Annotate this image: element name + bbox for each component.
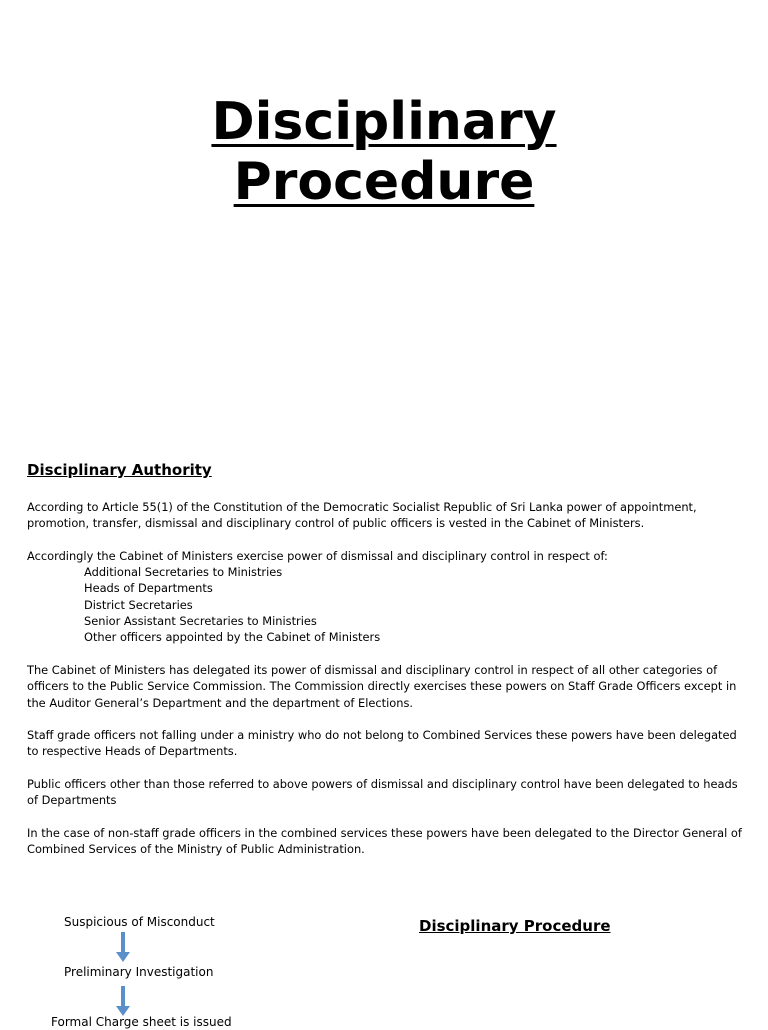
- officer-list: [27, 564, 749, 645]
- arrow-shaft: [121, 986, 125, 1008]
- flow-step-charge-sheet: Formal Charge sheet is issued: [51, 1015, 232, 1029]
- paragraph-staff-grade: Staff grade officers not falling under a ministry who do not belong to Combined Services these powers have been delegated to respective Heads of Departments.: [27, 728, 737, 759]
- list-item: District Secretaries: [84, 597, 193, 612]
- list-item: Other officers appointed by the Cabinet of Ministers: [84, 630, 381, 645]
- title-line-2: Procedure: [233, 152, 535, 212]
- paragraph-cabinet-intro: Accordingly the Cabinet of Ministers exercise power of dismissal and disciplinary control in respect of:: [27, 548, 608, 563]
- document-body: [27, 459, 749, 874]
- list-item: Senior Assistant Secretaries to Ministries: [84, 614, 317, 629]
- down-arrow-icon: [116, 986, 130, 1016]
- list-item: Heads of Departments: [84, 581, 213, 596]
- title-line-1: Disciplinary: [211, 92, 557, 152]
- procedure-heading: Disciplinary Procedure: [419, 917, 611, 935]
- paragraph-public-officers: Public officers other than those referred to above powers of dismissal and disciplinary control have been delegated to heads of Departments: [27, 777, 738, 808]
- arrow-shaft: [121, 932, 125, 954]
- flow-step-suspicion: Suspicious of Misconduct: [64, 915, 215, 929]
- paragraph-combined-services: In the case of non-staff grade officers in the combined services these powers have been delegated to the Director General of Combined Services of the Ministry of Public Administration.: [27, 825, 742, 857]
- list-item: Additional Secretaries to Ministries: [84, 565, 283, 580]
- paragraph-delegation: The Cabinet of Ministers has delegated its power of dismissal and disciplinary control in respect of all other categories of officers to the Public Service Commission. The Commission directly exercises these powers on Staff Grade Officers except in the Auditor General’s Department and the department of Elections.: [27, 662, 737, 710]
- arrow-head: [116, 952, 130, 962]
- flow-step-preliminary: Preliminary Investigation: [64, 965, 214, 979]
- section-heading: Disciplinary Authority: [27, 461, 212, 479]
- down-arrow-icon: [116, 932, 130, 962]
- paragraph-article: According to Article 55(1) of the Constitution of the Democratic Socialist Republic of Sri Lanka power of appointment, promotion, transfer, dismissal and disciplinary control of public officers is vested in the Cabinet of Ministers.: [27, 500, 697, 531]
- page-title: [0, 92, 768, 212]
